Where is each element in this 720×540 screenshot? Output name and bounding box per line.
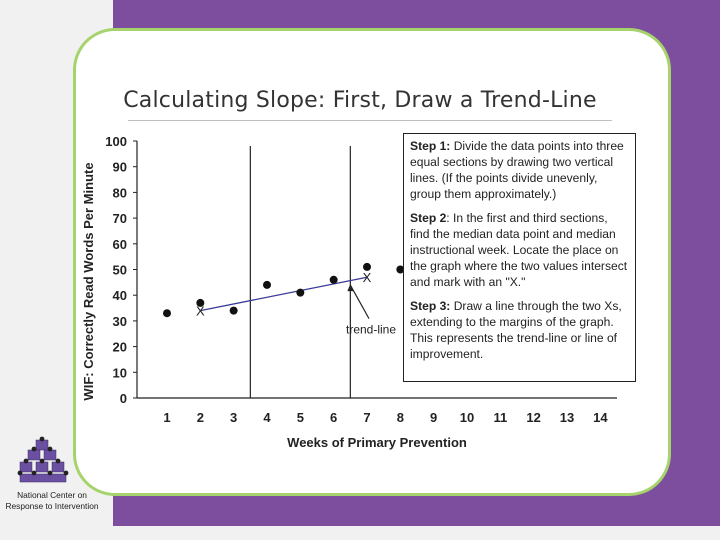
median-x-mark: X [195, 303, 205, 319]
steps-textbox [403, 133, 636, 382]
y-axis-title: WIF: Correctly Read Words Per Minute [81, 162, 96, 401]
x-tick-label: 13 [559, 410, 575, 425]
y-tick-label: 100 [105, 134, 127, 149]
step1-label: Step 1: [410, 139, 451, 153]
x-tick-label: 11 [493, 410, 508, 425]
x-tick-label: 1 [163, 410, 171, 425]
y-tick-label: 30 [112, 313, 127, 329]
trend-line [200, 277, 367, 310]
y-tick-label: 40 [112, 288, 127, 304]
y-tick-label: 50 [112, 262, 127, 278]
annotation-arrow [350, 285, 369, 319]
step3-paragraph [410, 298, 629, 362]
x-tick-label: 8 [396, 410, 404, 425]
median-x-mark: X [362, 270, 372, 286]
step2-paragraph [410, 210, 629, 290]
x-tick-label: 7 [363, 410, 371, 425]
data-point [330, 276, 338, 284]
logo-text: National Center on Response to Intervention [5, 490, 99, 511]
x-tick-label: 12 [526, 410, 541, 425]
step3-label: Step 3: [410, 299, 451, 313]
x-tick-label: 14 [593, 410, 608, 425]
data-point [296, 289, 304, 297]
step2-label: Step 2 [410, 211, 447, 225]
step1-text: Divide the data points into three equal sections by drawing two vertical lines. (If the points divide unevenly, group them approximately.) [410, 139, 624, 201]
annotation-arrowhead [347, 284, 353, 291]
ncrti-logo [16, 436, 70, 486]
data-point [230, 307, 238, 315]
slide-title: Calculating Slope: First, Draw a Trend-Line [123, 88, 597, 113]
data-point [163, 309, 171, 317]
x-tick-label: 10 [459, 410, 475, 425]
y-tick-label: 80 [112, 185, 127, 201]
x-tick-label: 6 [330, 410, 338, 425]
annotation-label: trend-line [345, 322, 397, 337]
y-tick-label: 10 [112, 365, 127, 381]
x-tick-label: 9 [430, 410, 438, 425]
y-tick-label: 20 [112, 339, 127, 355]
step3-text: Draw a line through the two Xs, extending to the margins of the graph. This represents the trend-line or line of improvement. [410, 299, 622, 361]
x-tick-label: 2 [196, 410, 204, 425]
step1-paragraph [410, 138, 629, 202]
x-tick-label: 4 [263, 410, 271, 425]
x-tick-label: 5 [296, 410, 304, 425]
x-axis-title: Weeks of Primary Prevention [287, 435, 467, 450]
step2-text: : In the first and third sections, find the median data point and median instructional week. Locate the place on the graph where the two values intersect and mark with an "X." [410, 211, 628, 289]
y-tick-label: 70 [112, 211, 127, 227]
y-tick-label: 60 [112, 236, 127, 252]
data-point [263, 281, 271, 289]
y-tick-label: 0 [119, 391, 127, 406]
y-tick-label: 90 [112, 159, 127, 175]
x-tick-label: 3 [230, 410, 238, 425]
